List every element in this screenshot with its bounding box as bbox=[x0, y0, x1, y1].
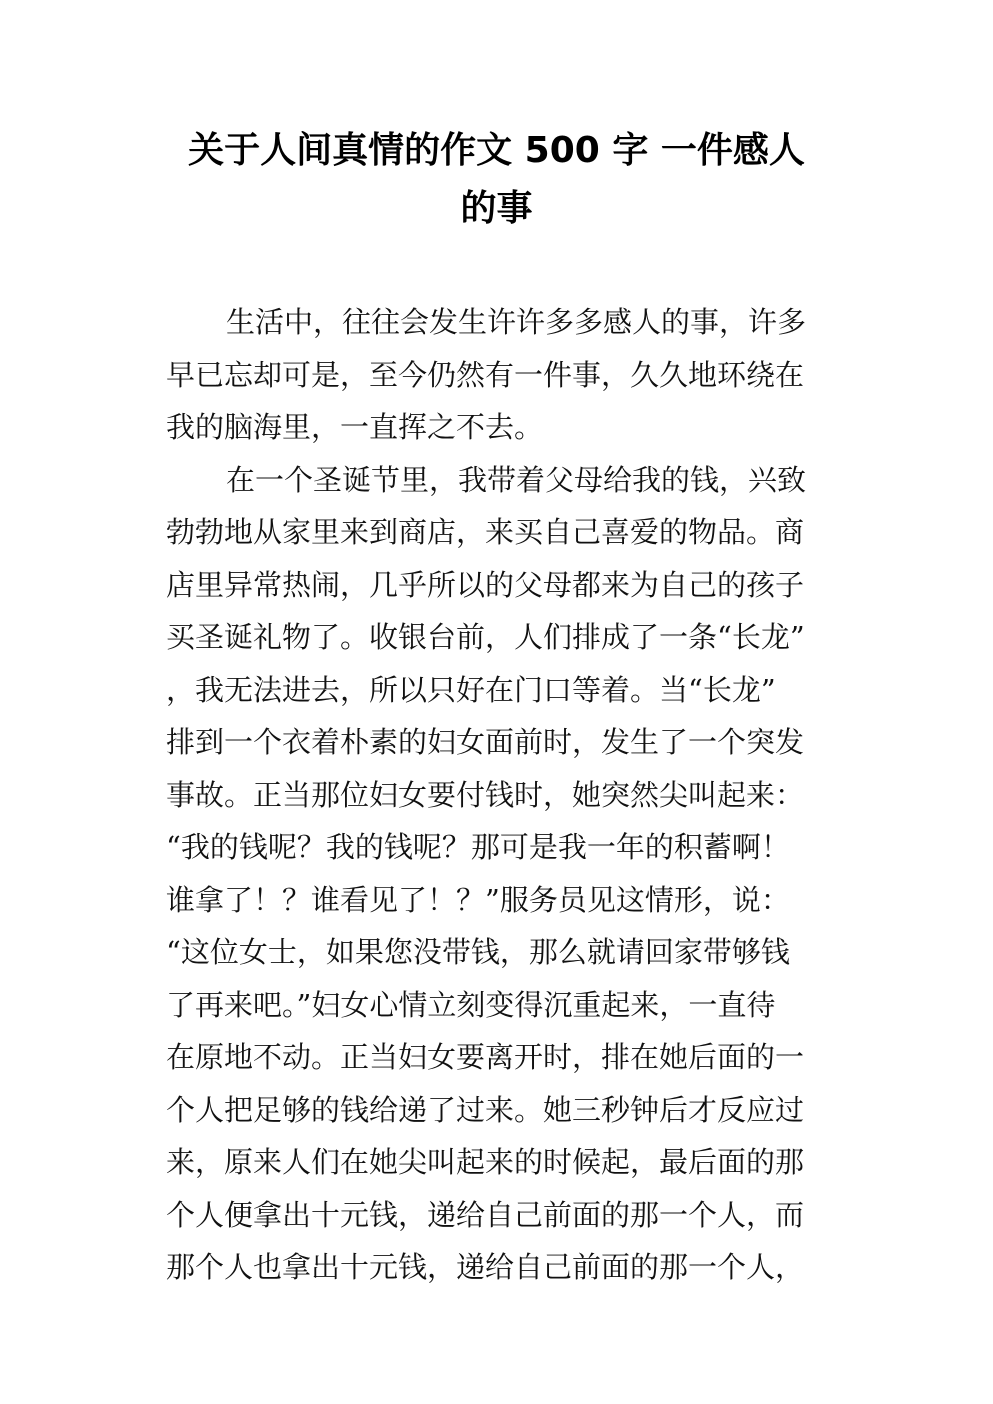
body-text-line: 个人便拿出十元钱，递给自己前面的那一个人，而 bbox=[166, 1197, 805, 1232]
body-text-line: 勃勃地从家里来到商店，来买自己喜爱的物品。商 bbox=[166, 515, 805, 549]
body-text-line: 我的脑海里，一直挥之不去。 bbox=[166, 410, 544, 444]
body-text-line: “我的钱呢？我的钱呢？那可是我一年的积蓄啊！ bbox=[166, 830, 790, 864]
body-text-line: ，我无法进去，所以只好在门口等着。当“长龙” bbox=[166, 672, 776, 707]
body-text-line: 事故。正当那位妇女要付钱时，她突然尖叫起来： bbox=[166, 777, 805, 812]
title-line-1: 关于人间真情的作文 500 字 一件感人 bbox=[188, 130, 805, 171]
body-text-line: 买圣诞礼物了。收银台前，人们排成了一条“长龙” bbox=[166, 620, 805, 654]
title-line-2: 的事 bbox=[460, 188, 533, 229]
body-text-line: 排到一个衣着朴素的妇女面前时，发生了一个突发 bbox=[166, 725, 805, 759]
body-text-line: 来，原来人们在她尖叫起来的时候起，最后面的那 bbox=[166, 1145, 805, 1179]
body-text-line: 店里异常热闹，几乎所以的父母都来为自己的孩子 bbox=[166, 567, 805, 602]
body-text-line: 个人把足够的钱给递了过来。她三秒钟后才反应过 bbox=[166, 1092, 805, 1127]
document-body bbox=[166, 296, 834, 1294]
body-text-line: 在原地不动。正当妇女要离开时，排在她后面的一 bbox=[166, 1040, 805, 1074]
body-text-line: 生活中，往往会发生许许多多感人的事，许多 bbox=[226, 305, 807, 339]
body-text-line: 了再来吧。”妇女心情立刻变得沉重起来，一直待 bbox=[166, 987, 776, 1022]
body-text-line: “这位女士，如果您没带钱，那么就请回家带够钱 bbox=[166, 935, 790, 969]
body-text-line: 早已忘却可是，至今仍然有一件事，久久地环绕在 bbox=[166, 357, 805, 392]
body-text-line: 那个人也拿出十元钱，递给自己前面的那一个人， bbox=[166, 1250, 805, 1284]
document-title bbox=[150, 122, 843, 238]
body-text-line: 在一个圣诞节里，我带着父母给我的钱，兴致 bbox=[226, 462, 807, 497]
body-text-line: 谁拿了！？谁看见了！？”服务员见这情形，说： bbox=[166, 882, 790, 917]
